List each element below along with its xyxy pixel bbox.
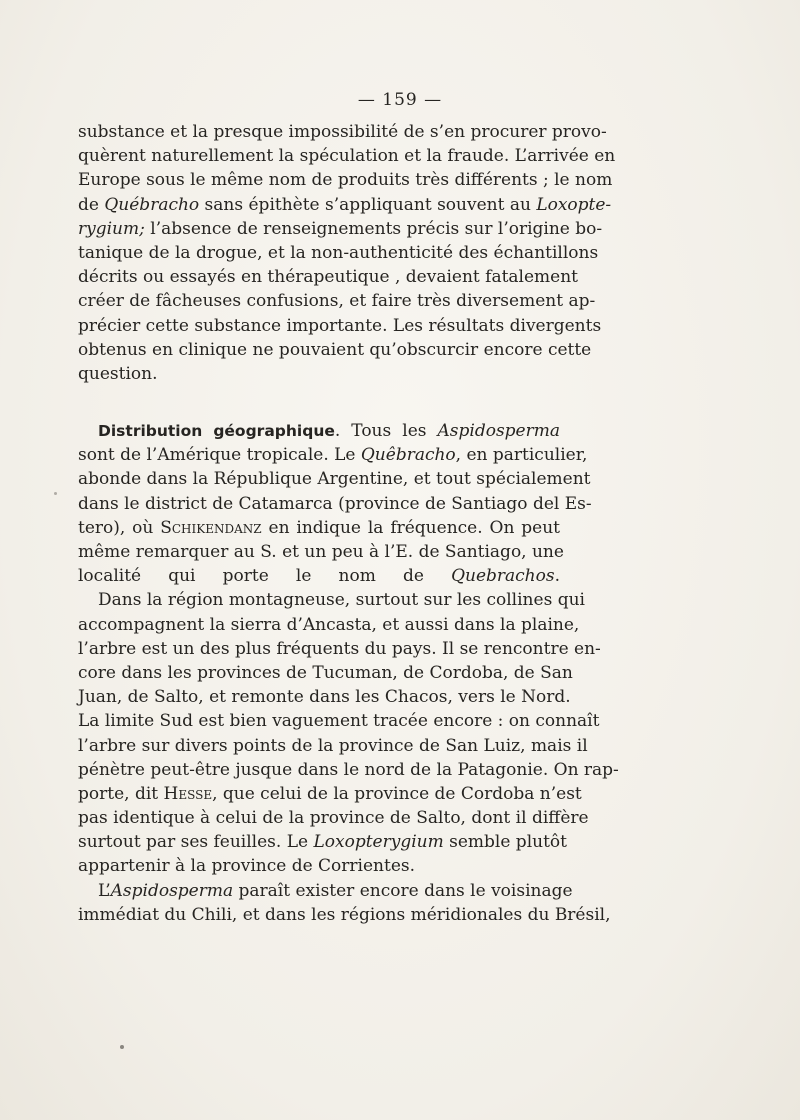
paper-speck [120,1045,124,1049]
text-line [78,516,560,540]
text-run: créer de fâcheuses confusions, et faire très diversement ap- [78,291,596,312]
author-name: Schikendanz [160,517,262,538]
paragraph-1 [78,120,616,386]
paper-speck [54,492,57,495]
author-name: Hesse [163,783,213,804]
section-heading: Distribution géographique [98,422,335,441]
text-run: l’arbre est un des plus fréquents du pays. Il se rencontre en- [78,638,601,659]
text-run: porte, dit [78,783,164,804]
text-line [78,443,588,467]
text-run: paraît exister encore dans le voisinage [233,880,573,901]
text-run: Europe sous le même nom de produits très différents ; le nom [78,170,613,191]
text-line [78,879,573,903]
text-run: de [78,194,105,215]
text-line [78,613,580,637]
text-run: . [554,566,560,587]
text-run: immédiat du Chili, et dans les régions méridionales du Brésil, [78,904,611,925]
text-run: l’arbre sur divers points de la province de San Luiz, mais il [78,735,588,756]
text-line [78,830,567,854]
text-block [78,120,619,927]
italic-term: Quêbracho [360,445,456,466]
text-run: , en particulier, [455,445,588,466]
text-line [78,467,591,491]
text-line [78,338,592,362]
italic-term: rygium; [78,218,145,239]
text-run: question. [78,363,158,384]
page-number: — 159 — [357,90,443,110]
paragraph-distribution [78,419,592,588]
text-run: quèrent naturellement la spéculation et la fraude. L’arrivée en [78,146,616,167]
text-run: obtenus en clinique ne pouvaient qu’obscurcir encore cette [78,339,592,360]
italic-term: Loxopte- [536,194,612,215]
text-line [78,734,588,758]
text-run: , que celui de la province de Cordoba n’est [212,783,582,804]
text-line [78,168,613,192]
italic-term: Quebrachos [451,566,555,587]
text-run: Dans la région montagneuse, surtout sur les collines qui [98,590,585,611]
text-run: abonde dans la République Argentine, et tout spécialement [78,469,591,490]
text-run: surtout par ses feuilles. Le [78,832,314,853]
text-line [78,564,560,588]
text-run: sans épithète s’appliquant souvent au [199,194,537,215]
text-run: décrits ou essayés en thérapeutique , devaient fatalement [78,267,579,288]
italic-term: Aspidosperma [437,421,561,442]
paragraph-3 [78,588,619,878]
text-run: accompagnent la sierra d’Ancasta, et aussi dans la plaine, [78,614,580,635]
text-run: pénètre peut-être jusque dans le nord de la Patagonie. On rap- [78,759,619,780]
text-line [78,782,582,806]
text-line [78,362,560,386]
text-run: précier cette substance importante. Les résultats divergents [78,315,602,336]
text-run: semble plutôt [443,832,567,853]
text-run: localité qui porte le nom de [78,566,452,587]
text-line [78,289,596,313]
text-line [78,193,612,217]
text-run: core dans les provinces de Tucuman, de Cordoba, de San [78,662,573,683]
text-line [78,637,601,661]
text-run: tero), où [78,517,161,538]
text-line [78,144,616,168]
text-line [78,241,599,265]
text-run: tanique de la drogue, et la non-authenticité des échantillons [78,242,599,263]
text-run: La limite Sud est bien vaguement tracée encore : on connaît [78,711,600,732]
text-line [78,314,602,338]
text-line [78,806,589,830]
text-run: appartenir à la province de Corrientes. [78,856,416,877]
text-run: pas identique à celui de la province de Salto, dont il diffère [78,808,589,829]
text-run: . Tous les [334,421,438,442]
text-line [78,854,560,878]
text-run: même remarquer au S. et un peu à l’E. de Santiago, une [78,542,564,562]
text-run: Juan, de Salto, et remonte dans les Chacos, vers le Nord. [78,687,571,708]
text-line [78,588,585,612]
text-run: en indique la fréquence. On peut [261,517,560,538]
text-run: dans le district de Catamarca (province de Santiago del Es- [78,493,592,514]
text-line [78,709,600,733]
italic-term: Québracho [104,194,200,215]
text-line [78,540,564,564]
text-line [78,903,611,927]
italic-term: Aspidosperma [110,880,234,901]
text-run: l’absence de renseignements précis sur l’origine bo- [144,218,603,239]
text-line [78,661,573,685]
paragraph-4 [78,879,611,927]
text-run: sont de l’Amérique tropicale. Le [78,445,361,466]
text-line [78,758,619,782]
italic-term: Loxopterygium [313,832,444,853]
text-run: L’ [98,880,111,901]
text-line [78,120,607,144]
text-line [78,492,592,516]
text-line [78,419,560,443]
text-line [78,685,571,709]
text-line [78,217,603,241]
text-run: substance et la presque impossibilité de s’en procurer provo- [78,122,607,142]
text-line [78,265,579,289]
